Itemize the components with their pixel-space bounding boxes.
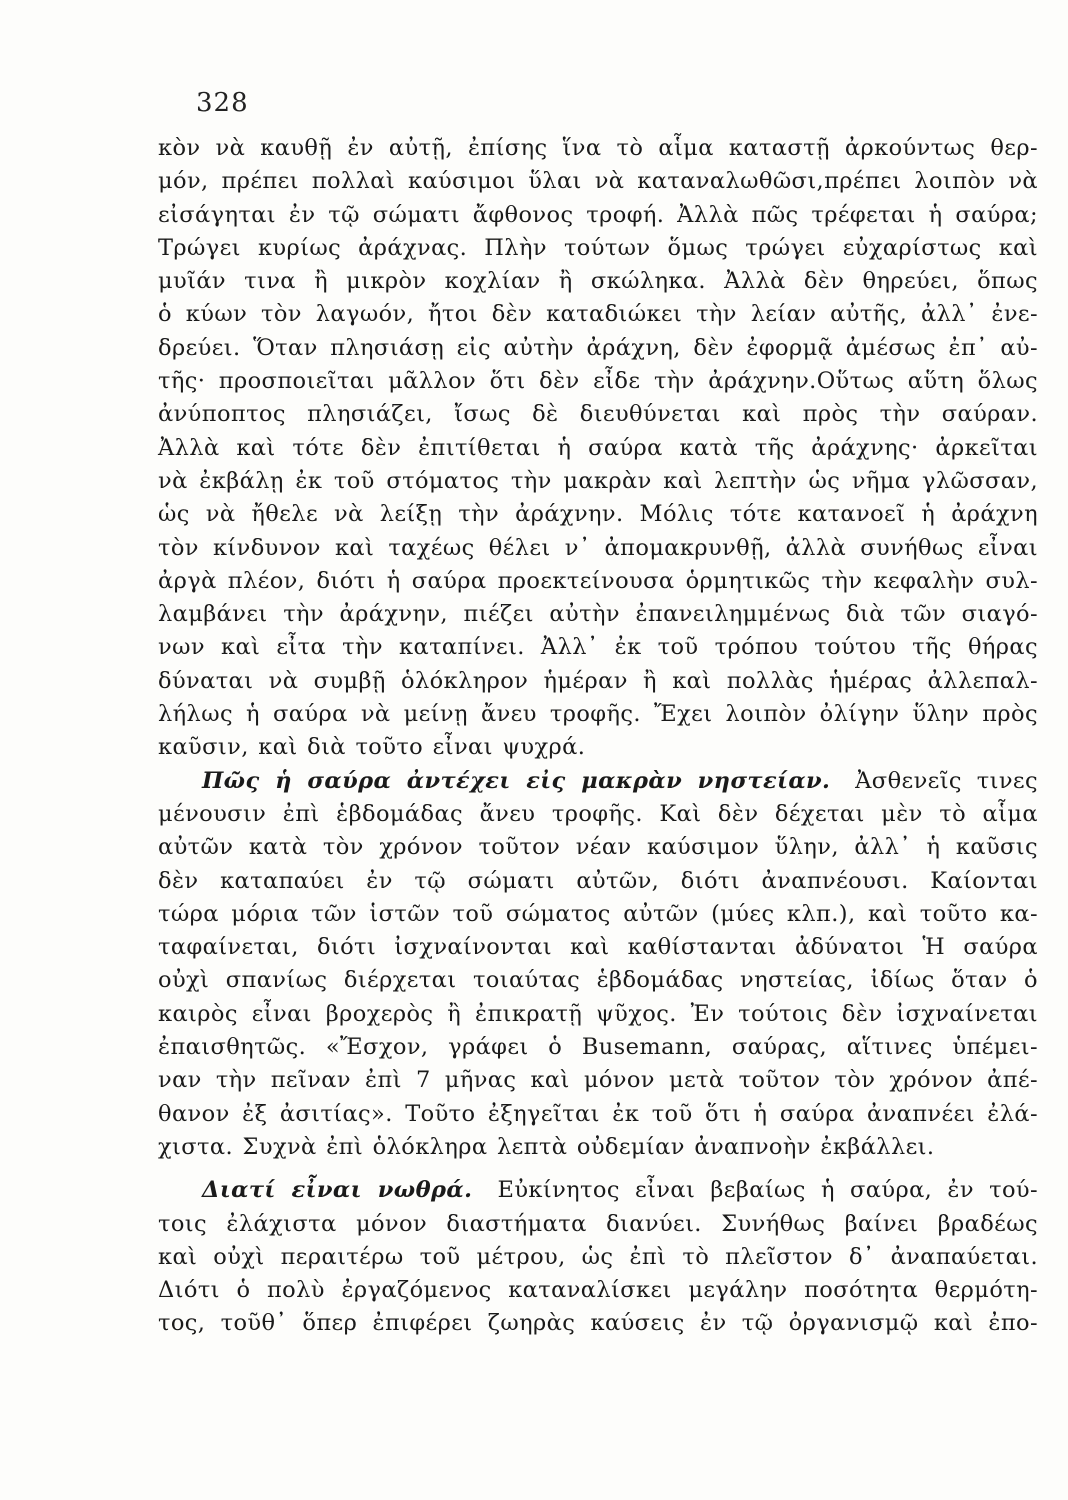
text-line: οὐχὶ σπανίως διέρχεται τοιαύτας ἑβδομάδας νηστείας, ἰδίως ὅταν ὁ <box>158 967 1038 994</box>
text-line: ὡς νὰ ἤθελε νὰ λείξῃ τὴν ἀράχνην. Μόλις τότε κατανοεῖ ἡ ἀράχνη <box>158 501 1038 528</box>
text-line: λαμβάνει τὴν ἀράχνην, πιέζει αὐτὴν ἐπανειλημμένως διὰ τῶν σιαγό- <box>158 601 1038 628</box>
text-line: ἀνύποπτος πλησιάζει, ἴσως δὲ διευθύνεται καὶ πρὸς τὴν σαύραν. <box>158 401 1038 428</box>
text-line: τὸν κίνδυνον καὶ ταχέως θέλει ν᾽ ἀπομακρυνθῇ, ἀλλὰ συνήθως εἶναι <box>158 534 1038 561</box>
text-line: τῆς· προσποιεῖται μᾶλλον ὅτι δὲν εἶδε τὴν ἀράχνην.Οὕτως αὕτη ὅλως <box>158 368 1038 395</box>
text-line: ἀργὰ πλέον, διότι ἡ σαύρα προεκτείνουσα ὁρμητικῶς τὴν κεφαλὴν συλ- <box>158 567 1038 594</box>
text-line: χιστα. Συχνὰ ἐπὶ ὁλόκληρα λεπτὰ οὐδεμίαν ἀναπνοὴν ἐκβάλλει. <box>158 1133 935 1160</box>
text-line: ναν τὴν πεῖναν ἐπὶ 7 μῆνας καὶ μόνον μετὰ τοῦτον τὸν χρόνον ἀπέ- <box>158 1067 1038 1094</box>
text-line: Διότι ὁ πολὺ ἐργαζόμενος καταναλίσκει μεγάλην ποσότητα θερμότη- <box>158 1277 1038 1304</box>
text-line: νων καὶ εἶτα τὴν καταπίνει. Ἀλλ᾽ ἐκ τοῦ τρόπου τούτου τῆς θήρας <box>158 634 1038 661</box>
text-line: θανον ἐξ ἀσιτίας». Τοῦτο ἐξηγεῖται ἐκ τοῦ ὅτι ἡ σαύρα ἀναπνέει ἐλά- <box>158 1100 1038 1127</box>
text-line: νὰ ἐκβάλῃ ἐκ τοῦ στόματος τὴν μακρὰν καὶ λεπτὴν ὡς νῆμα γλῶσσαν, <box>158 467 1038 494</box>
text-line: μυῖάν τινα ἢ μικρὸν κοχλίαν ἢ σκώληκα. Ἀλλὰ δὲν θηρεύει, ὅπως <box>158 268 1038 295</box>
text-line: τώρα μόρια τῶν ἱστῶν τοῦ σώματος αὐτῶν (μύες κλπ.), καὶ τοῦτο κα- <box>158 900 1038 927</box>
text-line: ἐπαισθητῶς. «Ἔσχον, γράφει ὁ Busemann, σαύρας, αἵτινες ὑπέμει- <box>158 1034 1038 1061</box>
text-line: ταφαίνεται, διότι ἰσχναίνονται καὶ καθίστανται ἀδύνατοι Ἡ σαύρα <box>158 934 1038 961</box>
text-line: δὲν καταπαύει ἐν τῷ σώματι αὐτῶν, διότι ἀναπνέουσι. Καίονται <box>158 867 1038 894</box>
text-line: μένουσιν ἐπὶ ἑβδομάδας ἄνευ τροφῆς. Καὶ δὲν δέχεται μὲν τὸ αἷμα <box>158 800 1038 827</box>
paragraph-fasting <box>158 765 1038 1165</box>
text-line: τος, τοῦθ᾽ ὅπερ ἐπιφέρει ζωηρὰς καύσεις ἐν τῷ ὀργανισμῷ καὶ ἐπο- <box>158 1310 1038 1337</box>
text-line: δύναται νὰ συμβῇ ὁλόκληρον ἡμέραν ἢ καὶ πολλὰς ἡμέρας ἀλλεπαλ- <box>158 667 1038 694</box>
section-heading-line <box>158 1174 1038 1207</box>
text-line: Ἀλλὰ καὶ τότε δὲν ἐπιτίθεται ἡ σαύρα κατὰ τῆς ἀράχνης· ἀρκεῖται <box>158 434 1038 461</box>
text-line: κὸν νὰ καυθῇ ἐν αὐτῇ, ἐπίσης ἵνα τὸ αἷμα καταστῇ ἀρκούντως θερ- <box>158 135 1038 161</box>
paragraph-feeding <box>158 132 1038 765</box>
text-line-rest: Εὐκίνητος εἶναι βεβαίως ἡ σαύρα, ἐν τού- <box>497 1177 1038 1204</box>
text-line: εἰσάγηται ἐν τῷ σώματι ἄφθονος τροφή. Ἀλλὰ πῶς τρέφεται ἡ σαύρα; <box>158 201 1038 228</box>
paragraph-gap <box>158 1164 1038 1174</box>
text-line: Τρώγει κυρίως ἀράχνας. Πλὴν τούτων ὅμως τρώγει εὐχαρίστως καὶ <box>158 234 1038 261</box>
text-line: δρεύει. Ὅταν πλησιάσῃ εἰς αὐτὴν ἀράχνη, δὲν ἐφορμᾷ ἀμέσως ἐπ᾽ αὐ- <box>158 334 1038 361</box>
section-heading-line <box>158 765 1038 798</box>
text-line: ὁ κύων τὸν λαγωόν, ἤτοι δὲν καταδιώκει τὴν λείαν αὐτῆς, ἀλλ᾽ ἐνε- <box>158 301 1038 328</box>
section-heading-sluggish: Διατί εἶναι νωθρά. <box>202 1177 473 1204</box>
text-line: καιρὸς εἶναι βροχερὸς ἢ ἐπικρατῇ ψῦχος. Ἐν τούτοις δὲν ἰσχναίνεται <box>158 1000 1038 1027</box>
paragraph-sluggish <box>158 1174 1038 1340</box>
text-line: τοις ἐλάχιστα μόνον διαστήματα διανύει. Συνήθως βαίνει βραδέως <box>158 1210 1038 1237</box>
body-text <box>158 132 1038 1341</box>
text-line-rest: Ἀσθενεῖς τινες <box>855 767 1038 794</box>
page-number: 328 <box>196 88 249 118</box>
text-line: καὶ οὐχὶ περαιτέρω τοῦ μέτρου, ὡς ἐπὶ τὸ πλεῖστον δ᾽ ἀναπαύεται. <box>158 1243 1038 1270</box>
section-heading-fasting: Πῶς ἡ σαύρα ἀντέχει εἰς μακρὰν νηστείαν. <box>202 767 831 794</box>
text-line: καῦσιν, καὶ διὰ τοῦτο εἶναι ψυχρά. <box>158 734 586 761</box>
text-line: μόν, πρέπει πολλαὶ καύσιμοι ὕλαι νὰ καταναλωθῶσι,πρέπει λοιπὸν νὰ <box>158 168 1038 195</box>
text-line: αὐτῶν κατὰ τὸν χρόνον τοῦτον νέαν καύσιμον ὕλην, ἀλλ᾽ ἡ καῦσις <box>158 834 1038 861</box>
text-line: λήλως ἡ σαύρα νὰ μείνῃ ἄνευ τροφῆς. Ἔχει λοιπὸν ὀλίγην ὕλην πρὸς <box>158 701 1038 728</box>
